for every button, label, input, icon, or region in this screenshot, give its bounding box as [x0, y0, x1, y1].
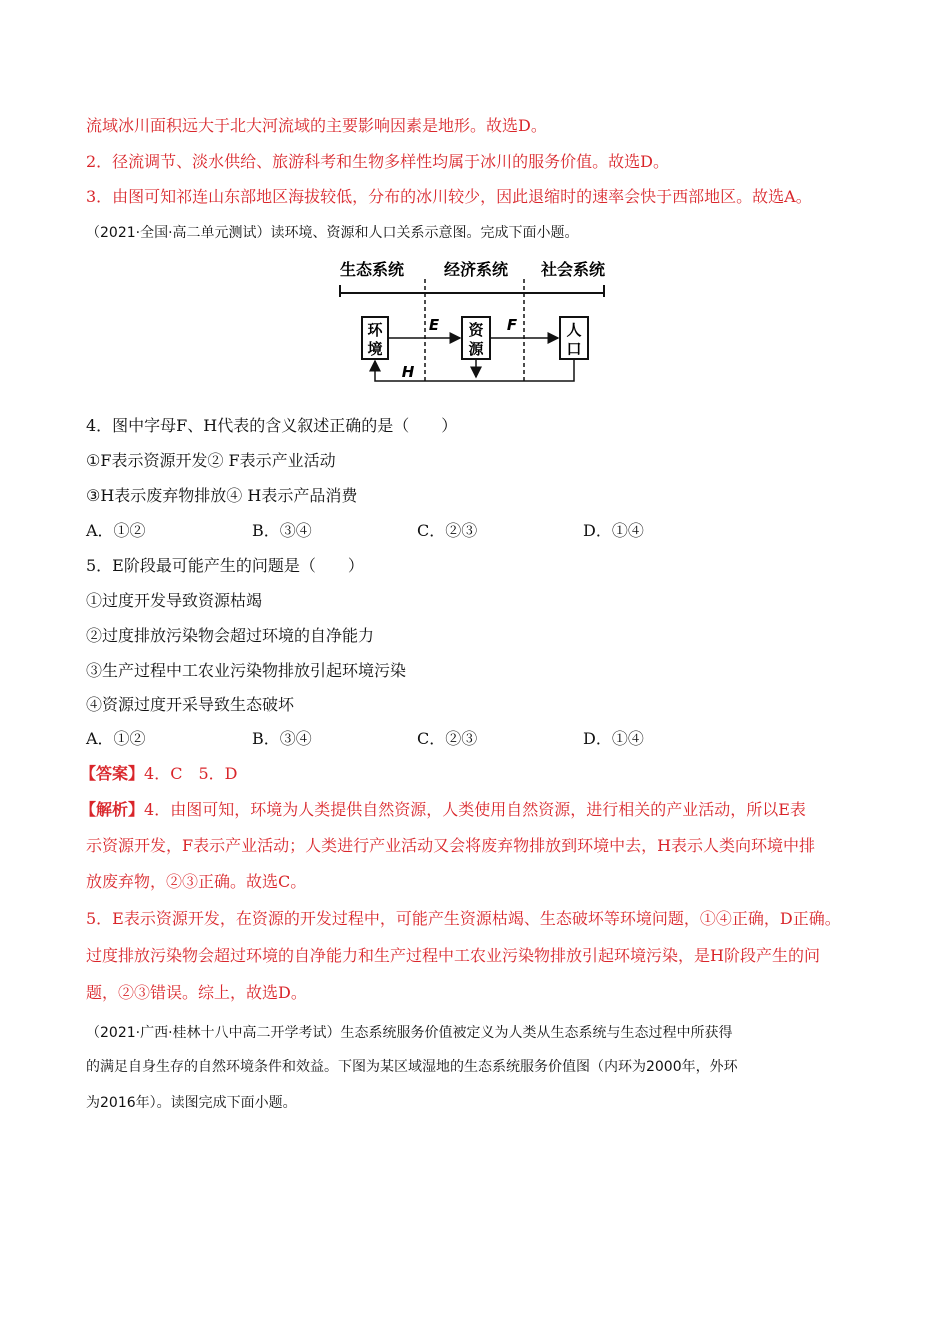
q4-option-d: D．①④	[583, 521, 644, 540]
q5-statement-4: ④资源过度开采导致生态破坏	[86, 695, 295, 714]
analysis-p5: 过度排放污染物会超过环境的自净能力和生产过程中工农业污染物排放引起环境污染，是H阶段产生的问	[86, 946, 820, 965]
box-resource-char-1: 资	[468, 321, 484, 339]
question-source-2-line-2: 的满足自身生存的自然环境条件和效益。下图为某区域湿地的生态系统服务价值图（内环为2000年，外环	[86, 1059, 738, 1075]
box-population-char-1: 人	[566, 321, 582, 339]
section-ecosystem: 生态系统	[339, 260, 405, 279]
q4-statement-2: ③H表示废弃物排放④ H表示产品消费	[86, 486, 358, 505]
q4-stem: 4．图中字母F、H代表的含义叙述正确的是（ ）	[86, 416, 458, 435]
analysis-p3: 放废弃物，②③正确。故选C。	[86, 872, 307, 891]
q5-option-b: B．③④	[252, 729, 312, 748]
answer-text: 4．C 5．D	[144, 764, 238, 783]
label-h: H	[401, 363, 415, 381]
env-resource-population-diagram	[334, 255, 616, 387]
q5-option-a: A．①②	[86, 729, 146, 748]
q5-statement-3: ③生产过程中工农业污染物排放引起环境污染	[86, 661, 407, 680]
q5-stem: 5．E阶段最可能产生的问题是（ ）	[86, 556, 364, 575]
question-source-2-line-1: （2021·广西·桂林十八中高二开学考试）生态系统服务价值被定义为人类从生态系统与生态过程中所获得	[86, 1025, 733, 1041]
question-source-2-line-3: 为2016年）。读图完成下面小题。	[86, 1095, 297, 1111]
box-resource-char-2: 源	[468, 340, 484, 358]
q5-statement-2: ②过度排放污染物会超过环境的自净能力	[86, 626, 375, 645]
q4-statement-1: ①F表示资源开发② F表示产业活动	[86, 451, 336, 470]
analysis-p2: 示资源开发，F表示产业活动；人类进行产业活动又会将废弃物排放到环境中去，H表示人类向环境中排	[86, 836, 816, 855]
answer-tag: 【答案】	[80, 764, 145, 783]
box-environment-char-2: 境	[367, 340, 383, 358]
analysis-tag: 【解析】	[80, 800, 145, 819]
label-f: F	[506, 316, 518, 334]
analysis-p1: 4．由图可知，环境为人类提供自然资源，人类使用自然资源，进行相关的产业活动，所以E表	[144, 800, 806, 819]
question-source-1: （2021·全国·高二单元测试）读环境、资源和人口关系示意图。完成下面小题。	[86, 225, 579, 241]
analysis-p4: 5．E表示资源开发，在资源的开发过程中，可能产生资源枯竭、生态破坏等环境问题，①④正确，D正确。	[86, 909, 841, 928]
label-e: E	[428, 316, 440, 334]
section-bracket	[340, 285, 604, 297]
q5-option-d: D．①④	[583, 729, 644, 748]
section-social: 社会系统	[540, 260, 606, 279]
answer-line	[80, 763, 237, 785]
q5-statement-1: ①过度开发导致资源枯竭	[86, 591, 263, 610]
q5-option-c: C．②③	[417, 729, 478, 748]
q4-option-b: B．③④	[252, 521, 312, 540]
analysis-line-1	[80, 799, 806, 821]
solution-line-2: 2．径流调节、淡水供给、旅游科考和生物多样性均属于冰川的服务价值。故选D。	[86, 152, 670, 171]
q4-option-a: A．①②	[86, 521, 146, 540]
solution-line-3: 3．由图可知祁连山东部地区海拔较低，分布的冰川较少，因此退缩时的速率会快于西部地区。故选A。	[86, 187, 812, 206]
q4-option-c: C．②③	[417, 521, 478, 540]
section-economic: 经济系统	[443, 260, 509, 279]
box-environment-char-1: 环	[367, 321, 383, 339]
solution-line-1: 流域冰川面积远大于北大河流域的主要影响因素是地形。故选D。	[86, 116, 547, 135]
box-population-char-2: 口	[566, 340, 582, 358]
analysis-p6: 题，②③错误。综上，故选D。	[86, 983, 307, 1002]
